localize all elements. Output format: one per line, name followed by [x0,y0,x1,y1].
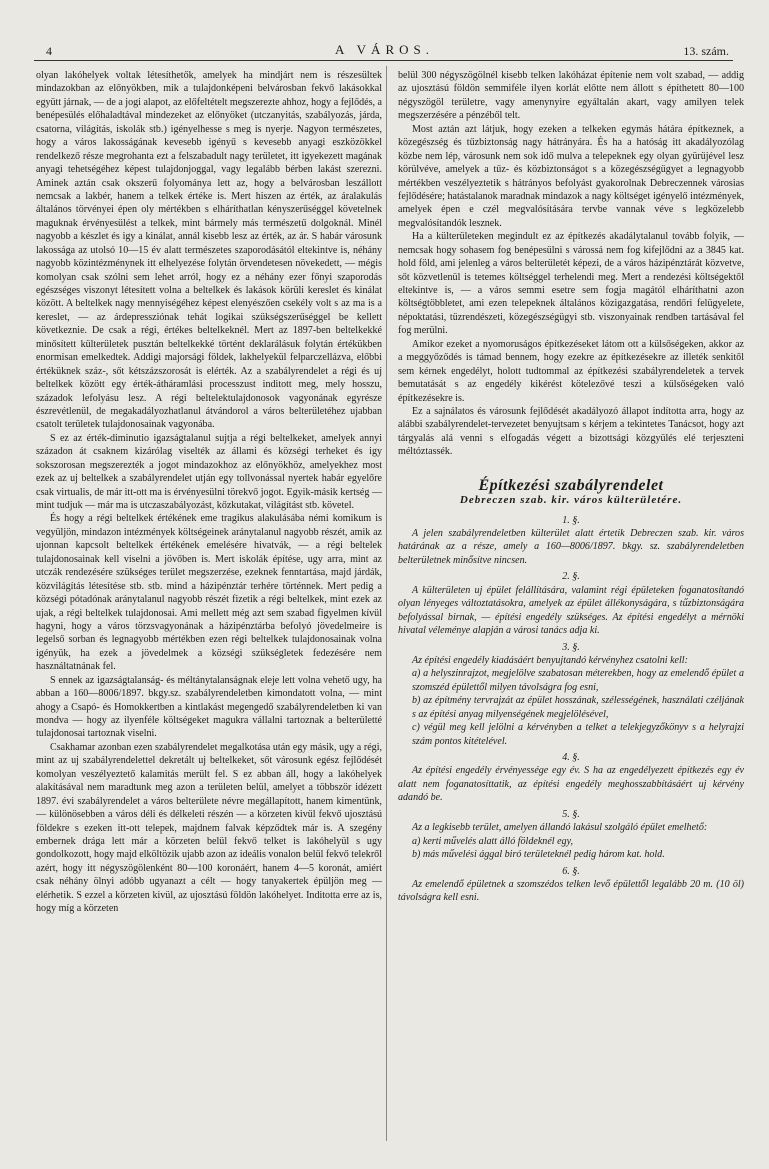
section-number: 6. §. [562,865,580,877]
section-number: 1. §. [562,514,580,526]
section-number: 4. §. [562,752,580,763]
regulation-subtitle: Debreczen szab. kir. város külterületére. [459,494,683,507]
paragraph: Most aztán azt látjuk, hogy ezeken a telkeken egymás hátára építkeznek, a közegészség és tűzbiztonság nagy hátrányára. És ha a hatóság itt akadályozólag közbe nem lép, városunk nem sok idő mulva a telepeknek egy olyan gyürüjével lesz körülvéve, amelyek a tűz- és közbiztonságot s a közegészségügyet a legnagyobb mértékben veszélyeztetik s hátrányos befolyást gyakorolnak Debreczennek városias fejlődésére; hatástalanok maradnak mindazok a nagy költséget igényelő intézmények, amelyek épen e czél megvalósítására tervbe vannak véve s legközelebb megvalósítandók lesznek. [398,123,744,229]
section-number: 3. §. [562,641,580,653]
paragraph: belül 300 négyszögölnél kisebb telken lakóházat építenie nem volt szabad, — addig az ujosztású földön semmiféle ilyen korlát előtte nem állott s építhetett 80—100 négyszögöl területre, vagy amenynyire egyáltalán akart, vagy amilyen telek megszerzésére a pénzéből telt. [398,70,744,122]
section-text: Az építési engedély kiadásáért benyujtandó kérvényhez csatolni kell: [412,654,688,666]
paragraph: olyan lakóhelyek voltak létesíthetők, amelyek ha mindjárt nem is részesültek mindazokban az előnyökben, mik a tulajdonképeni belvárosban fekvő lakásokkal együtt járnak, — de a jogi alapot, az előfeltételt megszerezte ahhoz, hogy a fejlődés, a benépesülés előhaladtával mindezeket az előnyöket (utczanyitás, szabályozás, járda, csatorna, világítás, iskolák stb.) igényelhesse s meg is nyerje. Nagyon természetes, hogy a város lakosságának kevesebb igényű s kevesebb anyagi eszközökkel rendelkező része megrohanta ezt a felszabadult nagy területet, itt igyekezett magának anyagi tehetségéhez képest tulajdonjoggal, vagy legalább bérben lakást szerezni. Aminek aztán csak okszerű folyománya lett az, hogy a belvárosban leszállott nemcsak a lakbér, hanem a telkek értéke is. Mert hiszen az érték, az áralakulás általános törvényei épen oly mértékben s elháríthatlan kényszerűséggel követelnek maguknak érvényesülést a telkek, mint bármely más természetű dolgoknál. Minél nagyobb a készlet és igy a kinálat, annál kisebb lesz az érték, az ár. S habár városunk lakossága az utolsó 10—15 év alatt természetes szaporodásától eltekintve is, néhány nagyobb közintézménynek itt elhelyezése folytán örvendetesen növekedett, — mégis komolyan csak szólni sem lehet arról, hogy ez a néhány ezer főnyi szaporodás egészséges viszonyt létesített volna a beltelkek és lakások körüli kereslet és kinálat között. A beltelkek nagy mennyiségéhez képest elenyészően csekély volt s az ma is a kereslet, — az árdepressziónak tehát logikai szükségszerűséggel be kellett következnie. De csak a régi, értékes beltelkeknél. Mert az 1897-ben beltelkekké minősített külterületek pusztán beltelkekké történt deklarálásuk folytán értékükben enormisan emelkedtek. Addigi majorsági földek, lakhelyekül felparczellázva, előbbi értéküknek száz-, sőt kétszázszorosát is elérték. Az a szabályrendelet a régi és uj beltelkek között egy érték-átháramlási processzust inditott meg, mely hosszu, századok lefolyásu lesz. A régi beltelektulajdonosok vagyonának egyrésze észrevétlenül, de megakadályozhatlanul átvándorol a város belterületéhez ujabban csatolt területek tulajdonosainak vagyonába. [36,70,382,431]
issue-number: 13. szám. [683,44,729,58]
section-text: A jelen szabályrendeletben külterület alatt értetik Debreczen szab. kir. város határának az a része, amely a 160—8006/1897. bkgy. sz. szabályrendeletben belterületnek minősítve nincsen. [398,528,744,566]
section-number: 2. §. [562,571,580,583]
section-text: Az építési engedély érvényessége egy év. S ha az engedélyezett építkezés egy év alatt nem foganatosíttatik, az építési engedély meghosszabbításáért uj kérvény adandó be. [398,765,744,804]
regulation-body [398,514,744,905]
section-list-item: b) az építmény tervrajzát az épület hosszának, szélességének, használati czéljának s az építési anyag milyenségének megjelölésével, [412,695,744,720]
paragraph: Ez a sajnálatos és városunk fejlődését akadályozó állapot indította arra, hogy az alábbi szabályrendelet-tervezetet benyujtsam s kérjem a tekintetes Tanácsot, hogy azt tárgyalás alá venni s elfogadás végett a bizottsági közgyülés elé terjeszteni méltóztassék. [398,405,744,458]
journal-title: A VÁROS. [334,42,434,57]
paragraph: S ez az érték-diminutio igazságtalanul sujtja a régi beltelkeket, amelyek annyi századon át csaknem kizárólag viselték az állami és községi terheket és igy sokszorosan megszerezték a jogot mindazokhoz az előnyökhöz, amelyekhez most ezek az uj beltelkek a szabályrendelet utján egy tollvonással nyertek habár egyelőre csak virtualis, de már itt-ott ma is érvényesülni törekvő jogot. Egyik-másik kertség — mint tudjuk — már ma is utczaszabályozást, kőzkutakat, világítást stb. követel. [36,432,382,511]
section-text: Az emelendő épületnek a szomszédos telken levő épülettől legalább 20 m. (10 öl) távolságra kell esni. [398,878,744,904]
page-header [30,40,739,60]
section-list-item: a) kerti művelés alatt álló földeknél egy, [412,835,573,847]
section-text: Az a legkisebb terület, amelyen állandó lakásul szolgáló épület emelhető: [412,822,708,834]
section-text: A külterületen uj épület felállítására, valamint régi épületeken foganatosítandó olyan lényeges változtatásokra, amelyek az épület állékonyságára, s tűzbiztonságára befolyással birnak, — építési engedély szükséges. Az építési engedélyt a mérnöki hivatal véleménye alapján a városi tanács adja ki. [398,584,744,637]
section-number: 5. §. [562,808,580,820]
paragraph: És hogy a régi beltelkek értékének eme tragikus alakulásába némi komikum is vegyüljön, mindazon intézmények költségeinek aránytalanul nagyobb részét, amik az ujonnan kapcsolt beltelkek értékének emelésére hivatvák, — a régi beltelek tulajdonosainak kell viselni a jövőben is. Mert iskolák építése, ugy arra, mint az utczák rendezésére szükséges terület megszerzése, ezeknek fenntartása, majd járdák, közvilágítás létesítése stb. stb. mind a házipénztár terhére történnek. Mert pedig a községi pótadónak aránytalanul nagyobb részét fizetik a régi beltelkek, mint ezek az ujak, a régi beltelkek tulajdonosai. Ami mellett még azt sem szabad figyelmen kívül hagyni, hogy a város törzsvagyonának a házipénztárba befolyó jövedelmeire is legelső sorban és legnagyobb mértékben ezen régi beltelkek tulajdonosainak volna igényük, ha ezek a jövedelmek a községi szükségletek fedezésére nem használtatnának fel. [36,513,382,673]
section-list-item: b) más művelési ággal biró területeknél pedig három kat. hold. [412,849,665,861]
left-column [36,69,382,916]
right-column [398,69,744,905]
section-list-item: a) a helyszinrajzot, megjelölve szabatosan méterekben, hogy az emelendő épület a szomszéd épülettől milyen távolságra fog esni, [412,668,744,693]
paragraph: Amikor ezeket a nyomoruságos építkezéseket látom ott a külsőségeken, akkor az a meggyőződés is támad bennem, hogy ezekre az építkezésekre az illeték senkitől sem kérnek engedélyt, holott tudtommal az építkezési szabályrendeletek a tervek bemutatását s az engedély kikérést kötelezővé teszi a külsőségeken való építkezésekre is. [398,338,744,404]
page-number: 4 [46,44,52,58]
paragraph: Csakhamar azonban ezen szabályrendelet megalkotása után egy másik, ugy a régi, mint az uj szabályrendelettel dekretált uj beltelkeket, sőt városunk egész fejlődését komolyan veszélyeztető kalamitás merült fel. S ez abban áll, hogy a lakóhelyek alakításával nem maradtunk meg azon a területen belül, amelyet a többször idézett 1897. évi szabályrendelet a város belterülete névre megállapított, hanem kimentünk, — különösebben a város déli és délkeleti részén — a körzeten kivül fekvő ujosztású földekre s ezeken itt-ott telepek, majdnem falvak képződtek már is. A szegény embernek drága lett már a körzeten belül fekvő telket is lakóhelyül s ugy gondolkozott, hogy majd elköltözik ujabb azon az ideális vonalon belül fekvő telekről azért, hogy itt négyszögölenként 80—100 koronáért, hanem 4—5 koronát, amiért csak néhány ölnyi adóbb ugyanazt a célt — hogy tanyakertek épüljön meg — elérhetik. S ezzel a körzeten kivül, az ujosztású földön lakóhelyet. Inditotta erre az is, hogy míg a körzeten [36,741,382,915]
paragraph: S ennek az igazságtalanság- és méltánytalanságnak eleje lett volna vehető ugy, ha abban a 160—8006/1897. bkgy.sz. szabályrendeletben kimondatott volna, — mint ahogy a Csapó- és Homokkertben a kintlakást megengedő szabályrendeletben ki van mondva — hogy az ilyenféle költségeket magukra vállalni tartoznak a belterületté tulajdonosai tartoznak viselni. [36,674,382,740]
section-list-item: c) végül meg kell jelölni a kérvényben a telket a telekjegyzőkönyv s a helyrajzi szám pontos kitételével. [412,722,744,747]
header-rule [34,60,733,61]
regulation-title: Építkezési szabályrendelet [478,476,664,494]
column-divider [386,66,387,1141]
paragraph: Ha a külterületeken megindult ez az építkezés akadálytalanul tovább folyik, — nemcsak hogy sohasem fog benépesülni s várossá nem fog kifejlődni az a 3845 kat. hold föld, ami jelenleg a város belterületét képezi, de a város házipénztárát közvetve, sőt közvetlenül is tetemes költséggel terhelendi meg. Mert a rendezési költségektől eltekintve is, — a város semmi esetre sem fogja magától elháríthatni azon költségtöbbletet, ami ezen telepeknek általános közigazgatása, rendőri felügyelete, népoktatási, tüzrendészeti, közegészségügyi stb. viszonyainak rendben tartásával fel fog merülni. [398,231,744,337]
